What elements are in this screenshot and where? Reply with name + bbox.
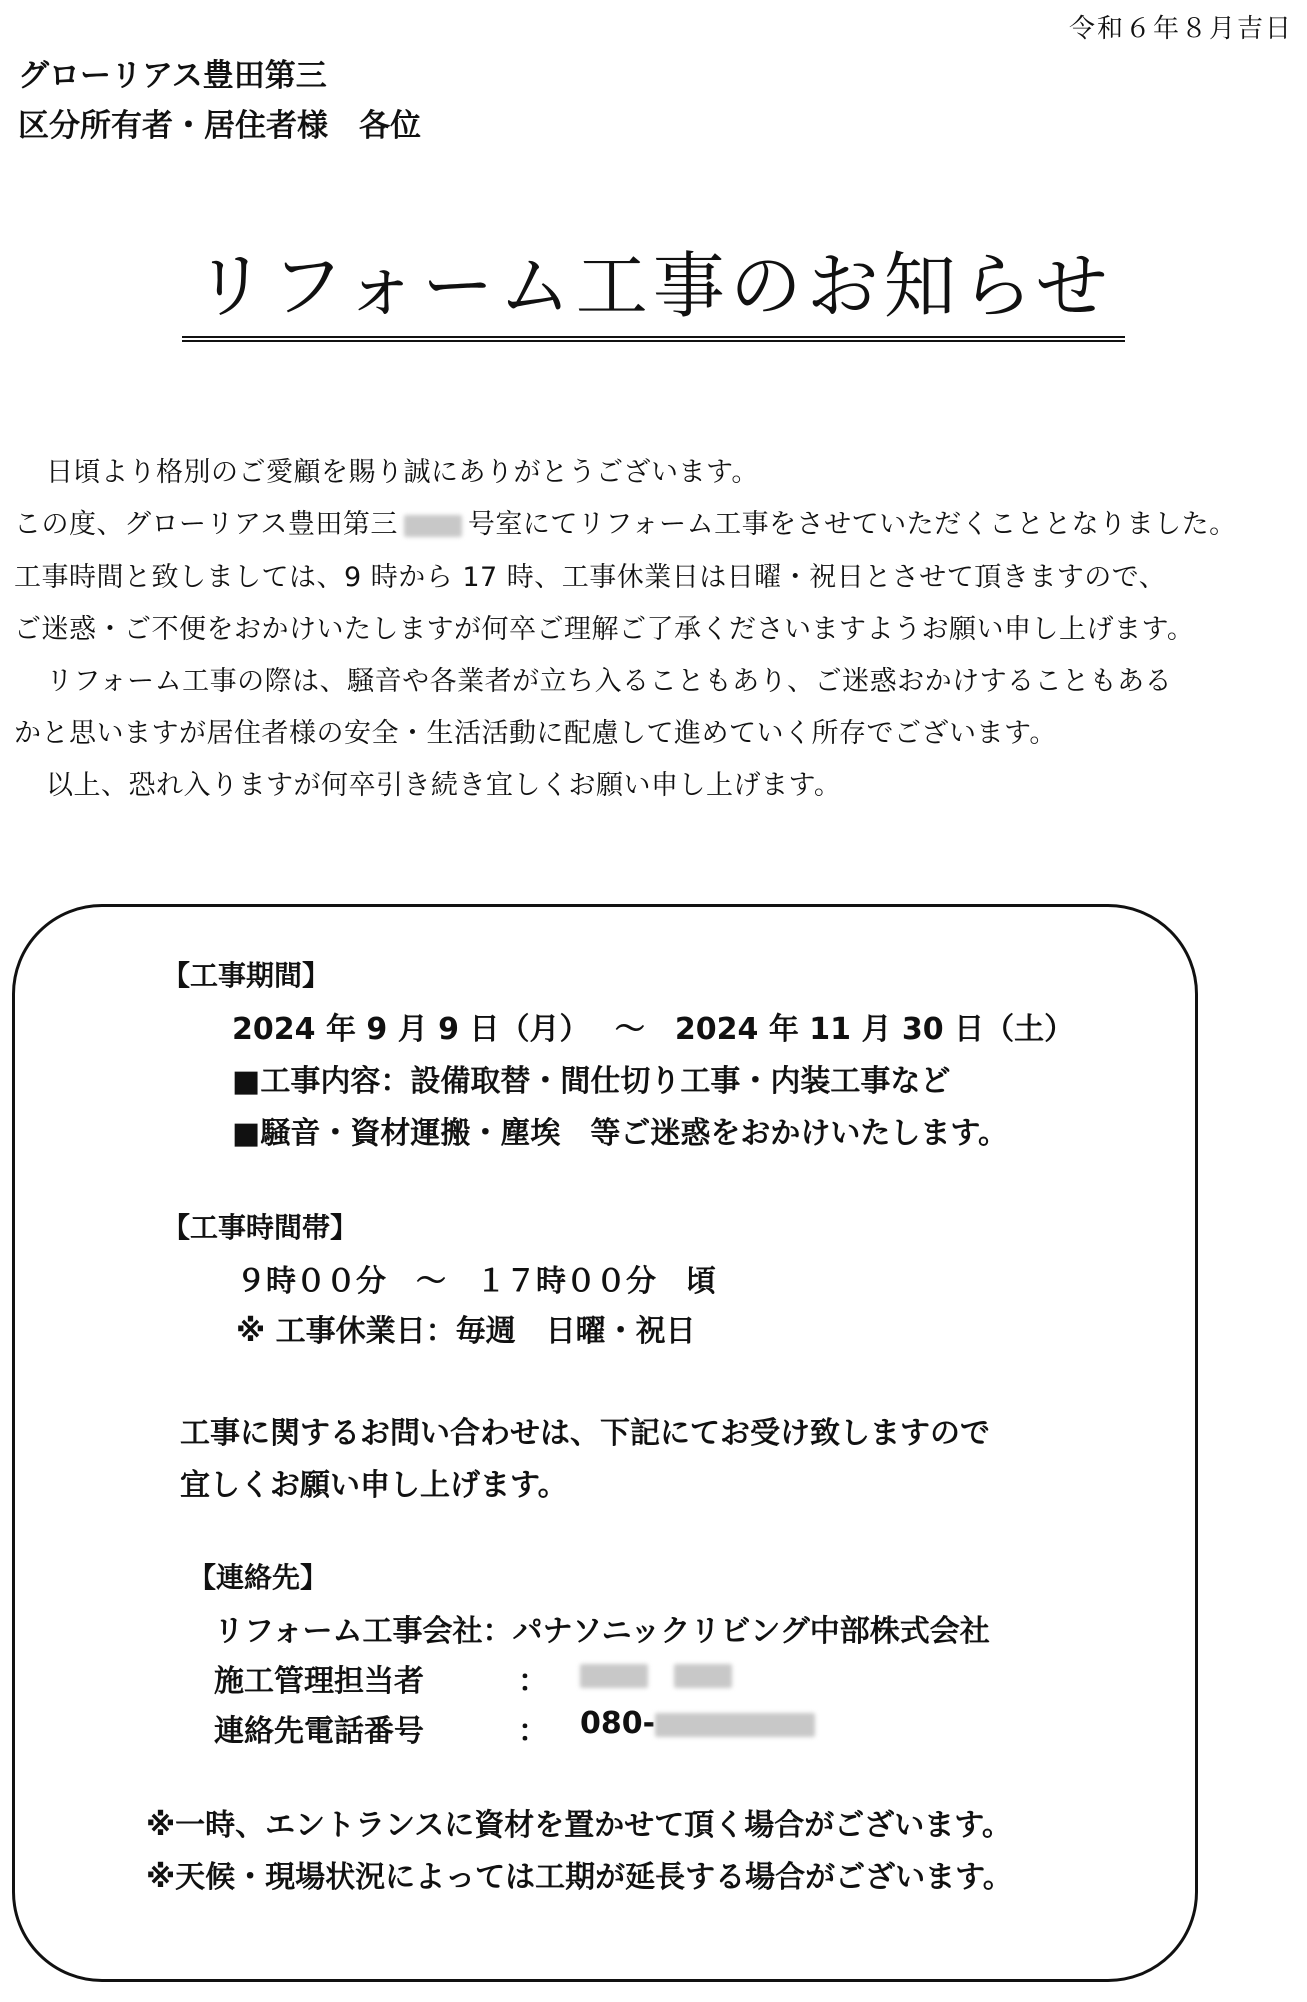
manager-label: 施工管理担当者 bbox=[214, 1664, 424, 1699]
hours-heading: 【工事時間帯】 bbox=[162, 1211, 359, 1244]
company-row bbox=[214, 1606, 990, 1650]
notice-line: ■騒音・資材運搬・塵埃 等ご迷惑をおかけいたします。 bbox=[232, 1116, 1008, 1151]
body-line-6: かと思いますが居住者様の安全・生活活動に配慮して進めていく所存でございます。 bbox=[14, 718, 1057, 749]
hours-value: ９時００分 ～ １７時００分 頃 bbox=[236, 1264, 716, 1299]
content-line: ■工事内容：設備取替・間仕切り工事・内装工事など bbox=[232, 1064, 951, 1099]
company-value: パナソニックリビング中部株式会社 bbox=[512, 1614, 990, 1649]
manager-colon: ： bbox=[518, 1664, 548, 1699]
phone-number bbox=[580, 1706, 815, 1741]
company-label: リフォーム工事会社： bbox=[214, 1614, 513, 1649]
body-line-2-suffix: 号室にてリフォーム工事をさせていただくこととなりました。 bbox=[467, 509, 1237, 540]
phone-prefix: 080- bbox=[580, 1706, 656, 1741]
inquiry-line-2: 宜しくお願い申し上げます。 bbox=[180, 1468, 568, 1503]
contact-heading: 【連絡先】 bbox=[188, 1561, 329, 1594]
body-line-3: 工事時間と致しましては、9 時から 17 時、工事休業日は日曜・祝日とさせて頂きますので、 bbox=[14, 562, 1167, 593]
inquiry-line-1: 工事に関するお問い合わせは、下記にてお受け致しますので bbox=[180, 1416, 990, 1451]
body-line-4: ご迷惑・ご不便をおかけいたしますが何卒ご理解ご了承くださいますようお願い申し上げます。 bbox=[14, 614, 1195, 645]
holiday-line: ※ 工事休業日：毎週 日曜・祝日 bbox=[236, 1314, 696, 1349]
recipient-building: グローリアス豊田第三 bbox=[18, 58, 327, 94]
body-line-7: 以上、恐れ入りますが何卒引き続き宜しくお願い申し上げます。 bbox=[46, 770, 842, 801]
recipient-addressee: 区分所有者・居住者様 各位 bbox=[18, 108, 421, 144]
note-1: ※一時、エントランスに資材を置かせて頂く場合がございます。 bbox=[146, 1808, 1012, 1843]
document-date: 令和６年８月吉日 bbox=[1068, 14, 1293, 44]
body-line-1: 日頃より格別のご愛顧を賜り誠にありがとうございます。 bbox=[46, 457, 759, 488]
body-line-5: リフォーム工事の際は、騒音や各業者が立ち入ることもあり、ご迷惑おかけすることもある bbox=[46, 666, 1173, 697]
redacted-manager-surname bbox=[580, 1664, 648, 1688]
phone-colon: ： bbox=[518, 1714, 548, 1749]
redacted-manager-name bbox=[580, 1664, 732, 1688]
redacted-phone-digits bbox=[655, 1713, 815, 1737]
period-heading: 【工事期間】 bbox=[162, 959, 331, 992]
redacted-room-number bbox=[404, 515, 462, 537]
document-title-wrapper bbox=[0, 228, 1307, 342]
period-value: 2024 年 9 月 9 日（月） ～ 2024 年 11 月 30 日（土） bbox=[232, 1012, 1075, 1047]
body-line-2-prefix: この度、グローリアス豊田第三 bbox=[14, 509, 398, 540]
note-2: ※天候・現場状況によっては工期が延長する場合がございます。 bbox=[146, 1860, 1013, 1895]
body-line-2 bbox=[14, 502, 1237, 541]
redacted-manager-given-name bbox=[674, 1664, 732, 1688]
phone-label: 連絡先電話番号 bbox=[214, 1714, 424, 1749]
document-title: リフォーム工事のお知らせ bbox=[182, 228, 1124, 342]
